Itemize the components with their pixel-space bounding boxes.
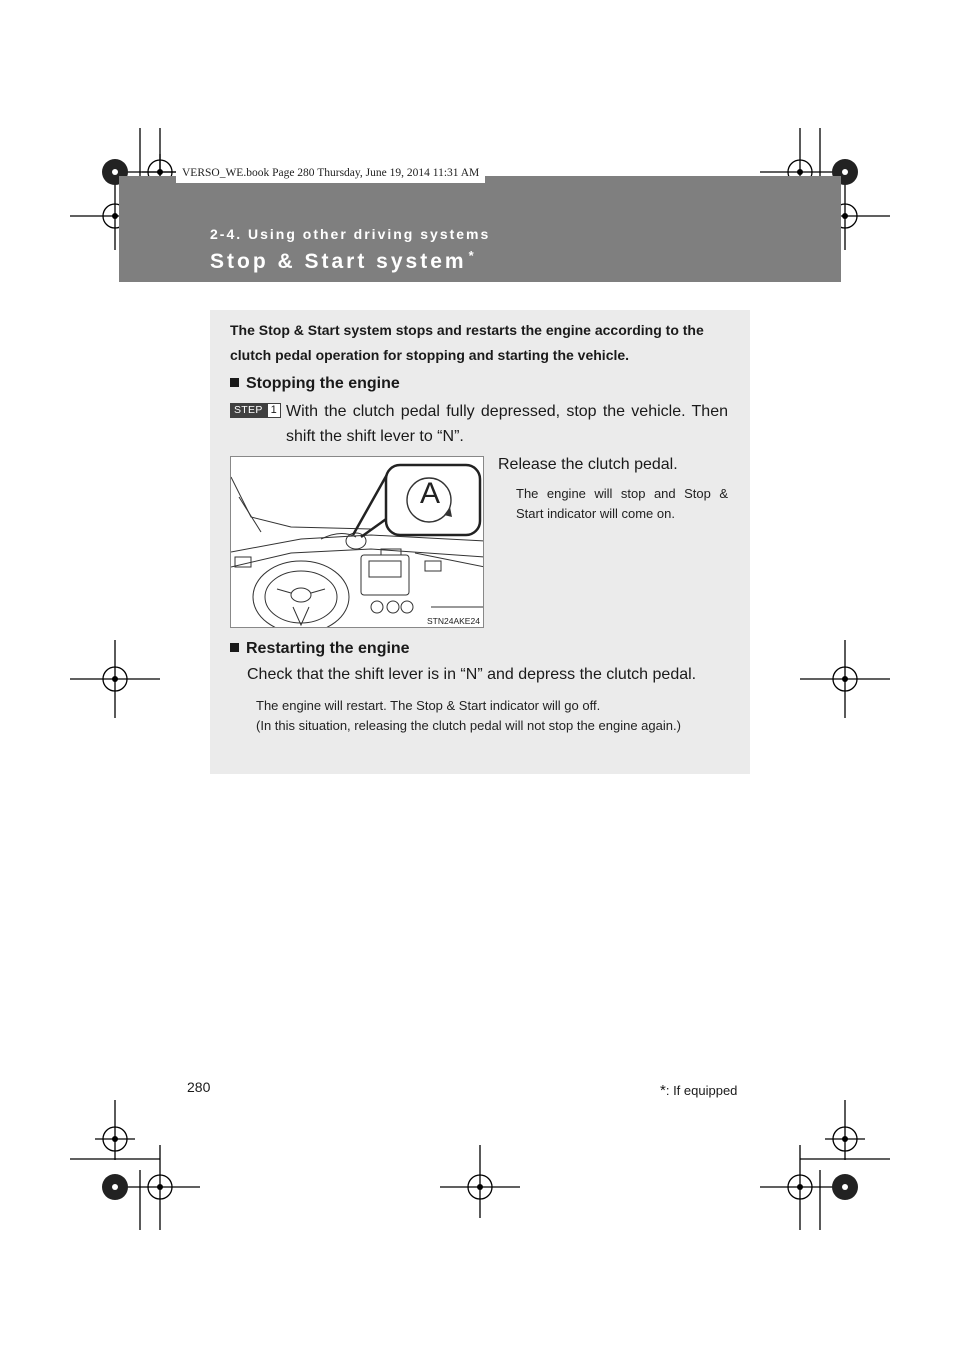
- page-title: [210, 250, 474, 274]
- asterisk-icon: *: [468, 248, 474, 263]
- step1-label: STEP: [230, 403, 267, 418]
- square-bullet-icon: [230, 378, 239, 387]
- page-number: 280: [187, 1079, 211, 1095]
- stopping-heading: [230, 375, 400, 393]
- restarting-heading-text: Restarting the engine: [246, 640, 410, 657]
- page-title-text: Stop & Start system: [210, 250, 467, 273]
- asterisk-icon: *: [660, 1082, 666, 1099]
- restarting-note-1: The engine will restart. The Stop & Start indicator will go off.: [256, 698, 601, 713]
- restarting-heading: [230, 640, 410, 658]
- equipped-note: [660, 1082, 737, 1099]
- dashboard-illustration: [230, 456, 484, 628]
- restarting-note-2: (In this situation, releasing the clutch pedal will not stop the engine again.): [256, 718, 681, 733]
- equipped-note-text: : If equipped: [665, 1083, 738, 1098]
- step2-text: Release the clutch pedal.: [498, 456, 678, 473]
- book-stamp: VERSO_WE.book Page 280 Thursday, June 19, 2014 11:31 AM: [176, 164, 485, 183]
- stopping-heading-text: Stopping the engine: [246, 375, 400, 392]
- step1-number: 1: [267, 403, 281, 418]
- illustration-code: STN24AKE24: [427, 616, 480, 626]
- intro-text: The Stop & Start system stops and restarts the engine according to the clutch pedal operation for stopping and starting the vehicle.: [230, 322, 704, 363]
- illustration-callout: A: [419, 477, 440, 510]
- step2-note: The engine will stop and Stop & Start indicator will come on.: [516, 486, 728, 521]
- square-bullet-icon: [230, 643, 239, 652]
- section-label: 2-4. Using other driving systems: [210, 226, 491, 242]
- step1-text: With the clutch pedal fully depressed, stop the vehicle. Then shift the shift lever to “N”.: [286, 403, 728, 445]
- restarting-text: Check that the shift lever is in “N” and depress the clutch pedal.: [247, 666, 697, 683]
- step1-badge: [230, 403, 280, 418]
